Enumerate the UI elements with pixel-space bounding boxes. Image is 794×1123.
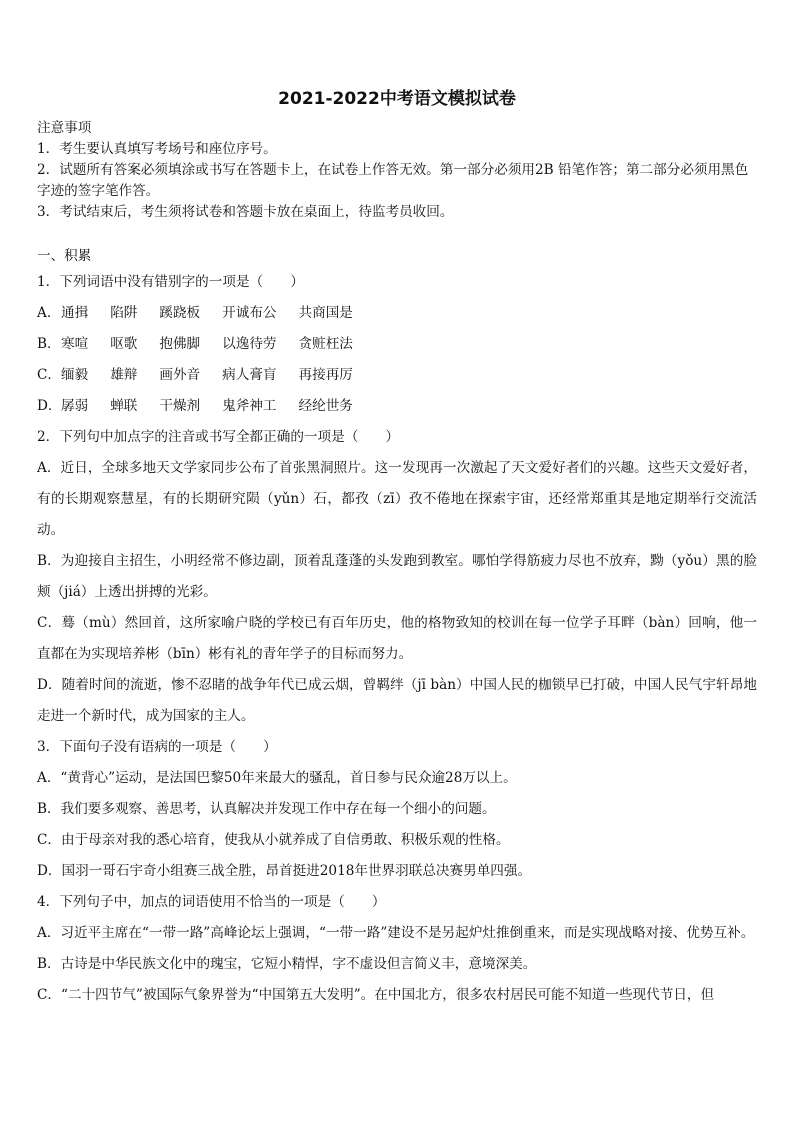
option-word: 抱佛脚	[159, 336, 201, 352]
notice-item: 2．试题所有答案必须填涂或书写在答题卡上，在试卷上作答无效。第一部分必须用2B 铅笔作答；第二部分必须用黑色字迹的签字笔作答。	[37, 162, 749, 199]
question-1-option-a	[37, 298, 757, 329]
question-2-option-c: C．蓦（mù）然回首，这所家喻户晓的学校已有百年历史，他的格物致知的校训在每一位学子耳畔（bàn）回响，他一直都在为实现培养彬（bīn）彬有礼的青年学子的目标而努力。	[37, 615, 757, 662]
option-word: 蹊跷板	[159, 305, 201, 321]
option-label: C．	[37, 367, 61, 383]
question-3-option-c: C．由于母亲对我的悉心培育，使我从小就养成了自信勇敢、积极乐观的性格。	[37, 832, 510, 848]
question-3-option-d: D．国羽一哥石宇奇小组赛三战全胜，昂首挺进2018年世界羽联总决赛男单四强。	[37, 863, 532, 879]
notice-item: 3．考试结束后，考生须将试卷和答题卡放在桌面上，待监考员收回。	[37, 204, 454, 220]
spacer	[37, 223, 757, 245]
option-word: 干燥剂	[159, 398, 201, 414]
option-word: 经纶世务	[298, 398, 353, 414]
option-word: 雄辩	[110, 367, 138, 383]
notice-heading: 注意事项	[37, 120, 92, 136]
question-1-option-c	[37, 360, 757, 391]
option-word: 缅毅	[61, 367, 89, 383]
option-word: 孱弱	[61, 398, 89, 414]
option-word: 共商国是	[298, 305, 353, 321]
section-heading: 一、积累	[37, 248, 92, 264]
question-3-option-a: A．“黄背心”运动，是法国巴黎50年来最大的骚乱，首日参与民众逾28万以上。	[37, 770, 517, 786]
question-4-option-b: B．古诗是中华民族文化中的瑰宝，它短小精悍，字不虚设但言简义丰，意境深美。	[37, 956, 537, 972]
option-word: 通揖	[61, 305, 89, 321]
option-word: 鬼斧神工	[222, 398, 277, 414]
notice-item: 1．考生要认真填写考场号和座位序号。	[37, 141, 277, 157]
question-1-stem: 1．下列词语中没有错别字的一项是（ ）	[37, 274, 304, 290]
page-title: 2021-2022中考语文模拟试卷	[278, 89, 516, 109]
question-4-option-a: A．习近平主席在“一带一路”高峰论坛上强调，“一带一路”建设不是另起炉灶推倒重来，而是实现战略对接、优势互补。	[37, 925, 755, 941]
option-word: 贪赃枉法	[298, 336, 353, 352]
question-4-stem: 4．下列句子中，加点的词语使用不恰当的一项是（ ）	[37, 894, 386, 910]
option-label: A．	[37, 305, 61, 321]
option-word: 再接再厉	[298, 367, 353, 383]
option-word: 开诚布公	[222, 305, 277, 321]
question-2-option-d: D．随着时间的流逝，惨不忍睹的战争年代已成云烟，曾羁绊（jī bàn）中国人民的枷锁早已打破，中国人民气宇轩昂地走进一个新时代，成为国家的主人。	[37, 677, 757, 724]
question-2-option-a: A．近日，全球多地天文学家同步公布了首张黑洞照片。这一发现再一次激起了天文爱好者们的兴趣。这些天文爱好者，有的长期观察慧星，有的长期研究陨（yǔn）石，都孜（zī）孜不倦地在探索宇宙，还经常郑重其是地定期举行交流活动。	[37, 460, 757, 538]
notice-block	[37, 118, 757, 223]
question-3-stem: 3．下面句子没有语病的一项是（ ）	[37, 739, 277, 755]
question-2-stem: 2．下列句中加点字的注音或书写全都正确的一项是（ ）	[37, 429, 400, 445]
option-word: 以逸待劳	[222, 336, 277, 352]
option-word: 蝉联	[110, 398, 138, 414]
option-label: D．	[37, 398, 62, 414]
option-word: 呕歌	[110, 336, 138, 352]
option-word: 病人膏肓	[222, 367, 277, 383]
question-3-option-b: B．我们要多观察、善思考，认真解决并发现工作中存在每一个细小的问题。	[37, 801, 496, 817]
question-4-option-c: C．“二十四节气”被国际气象界誉为“中国第五大发明”。在中国北方，很多农村居民可能不知道一些现代节日，但	[37, 987, 715, 1003]
option-word: 寒喧	[61, 336, 89, 352]
option-word: 陷阱	[110, 305, 138, 321]
option-word: 画外音	[159, 367, 201, 383]
question-1-option-d	[37, 391, 757, 422]
question-1-option-b	[37, 329, 757, 360]
question-2-option-b: B．为迎接自主招生，小明经常不修边副，顶着乱蓬蓬的头发跑到教室。哪怕学得筋疲力尽也不放弃，黝（yǒu）黑的脸颊（jiá）上透出拼搏的光彩。	[37, 553, 757, 600]
option-label: B．	[37, 336, 61, 352]
